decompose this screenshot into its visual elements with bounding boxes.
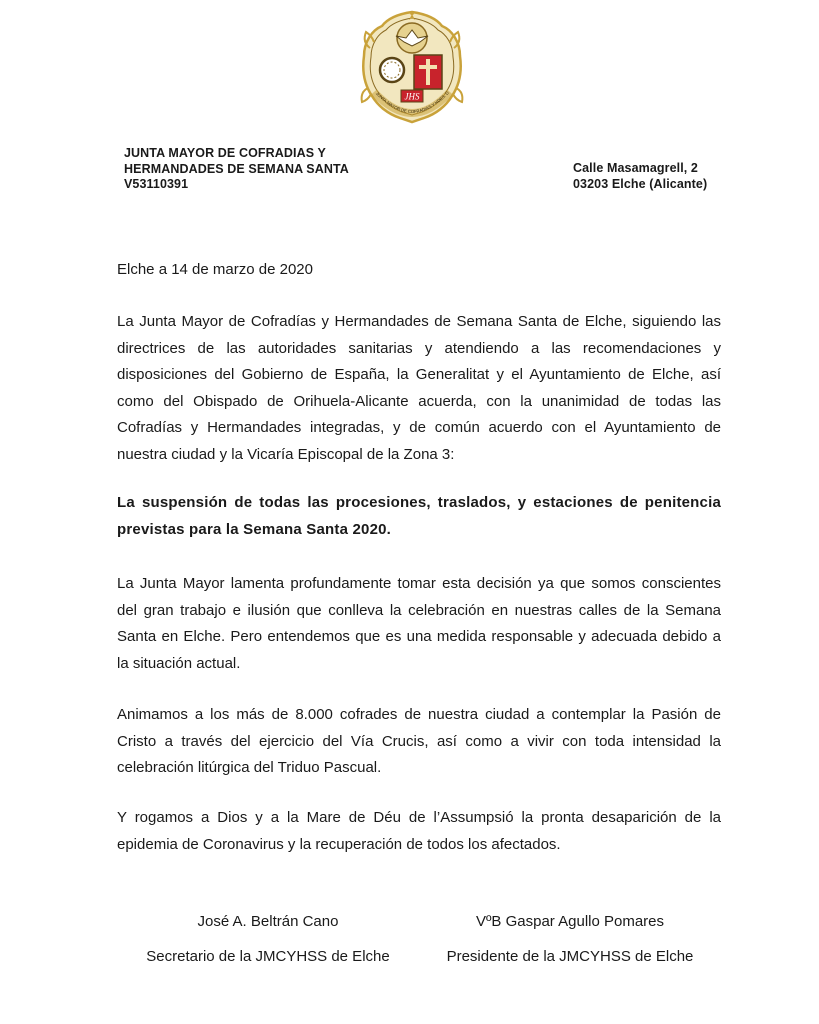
address-street: Calle Masamagrell, 2 (573, 161, 698, 175)
president-name: VºB Gaspar Agullo Pomares (475, 913, 665, 930)
letter-date: Elche a 14 de marzo de 2020 (117, 261, 313, 278)
address-header (573, 161, 773, 192)
svg-text:JHS: JHS (404, 91, 420, 102)
jhs-monogram-icon (401, 90, 423, 102)
paragraph-regret: La Junta Mayor lamenta profundamente tomar esta decisión ya que somos conscientes del gran trabajo e ilusión que conlleva la celebración en nuestras calles de la Semana Santa en Elche. Pero entendemos que es una medida responsable y adecuada debido a la situación actual. (117, 575, 721, 672)
emblem-svg (356, 8, 468, 126)
org-name-line-1: JUNTA MAYOR DE COFRADIAS Y (124, 146, 326, 160)
paragraph-intro: La Junta Mayor de Cofradías y Hermandades de Semana Santa de Elche, siguiendo las directrices de las autoridades sanitarias y atendiendo a las recomendaciones y disposiciones del Gobierno de España, la Generalitat y el Ayuntamiento de Elche, así como del Obispado de Orihuela-Alicante acuerda, con la unanimidad de todas las Cofradías y Hermandades integradas, y de común acuerdo con el Ayuntamiento de nuestra ciudad y la Vicaría Episcopal de la Zona 3: (117, 313, 721, 463)
secretary-name: José A. Beltrán Cano (197, 913, 339, 930)
president-role: Presidente de la JMCYHSS de Elche (446, 948, 694, 965)
address-city: 03203 Elche (Alicante) (573, 176, 708, 191)
organization-header (124, 146, 424, 193)
emblem-ring-text: JUNTA MAYOR DE COFRADIAS Y HDES. D (374, 90, 450, 115)
paragraph-encouragement: Animamos a los más de 8.000 cofrades de nuestra ciudad a contemplar la Pasión de Cristo a través del ejercicio del Vía Crucis, así como a vivir con toda intensidad la celebración litúrgica del Triduo Pascual. (117, 706, 721, 776)
red-cross-panel-icon (414, 55, 442, 89)
org-name-line-2: HERMANDADES DE SEMANA SANTA (124, 161, 349, 176)
crown-of-thorns-icon (380, 58, 404, 82)
paragraph-prayer: Y rogamos a Dios y a la Mare de Déu de l’Assumpsió la pronta desaparición de la epidemia de Coronavirus y la recuperación de todos los afectados. (117, 809, 721, 853)
secretary-role: Secretario de la JMCYHSS de Elche (146, 948, 390, 965)
paragraph-announcement: La suspensión de todas las procesiones, traslados, y estaciones de penitencia previstas para la Semana Santa 2020. (117, 494, 721, 538)
brotherhood-emblem-logo (356, 8, 468, 126)
org-tax-id: V53110391 (124, 177, 189, 191)
